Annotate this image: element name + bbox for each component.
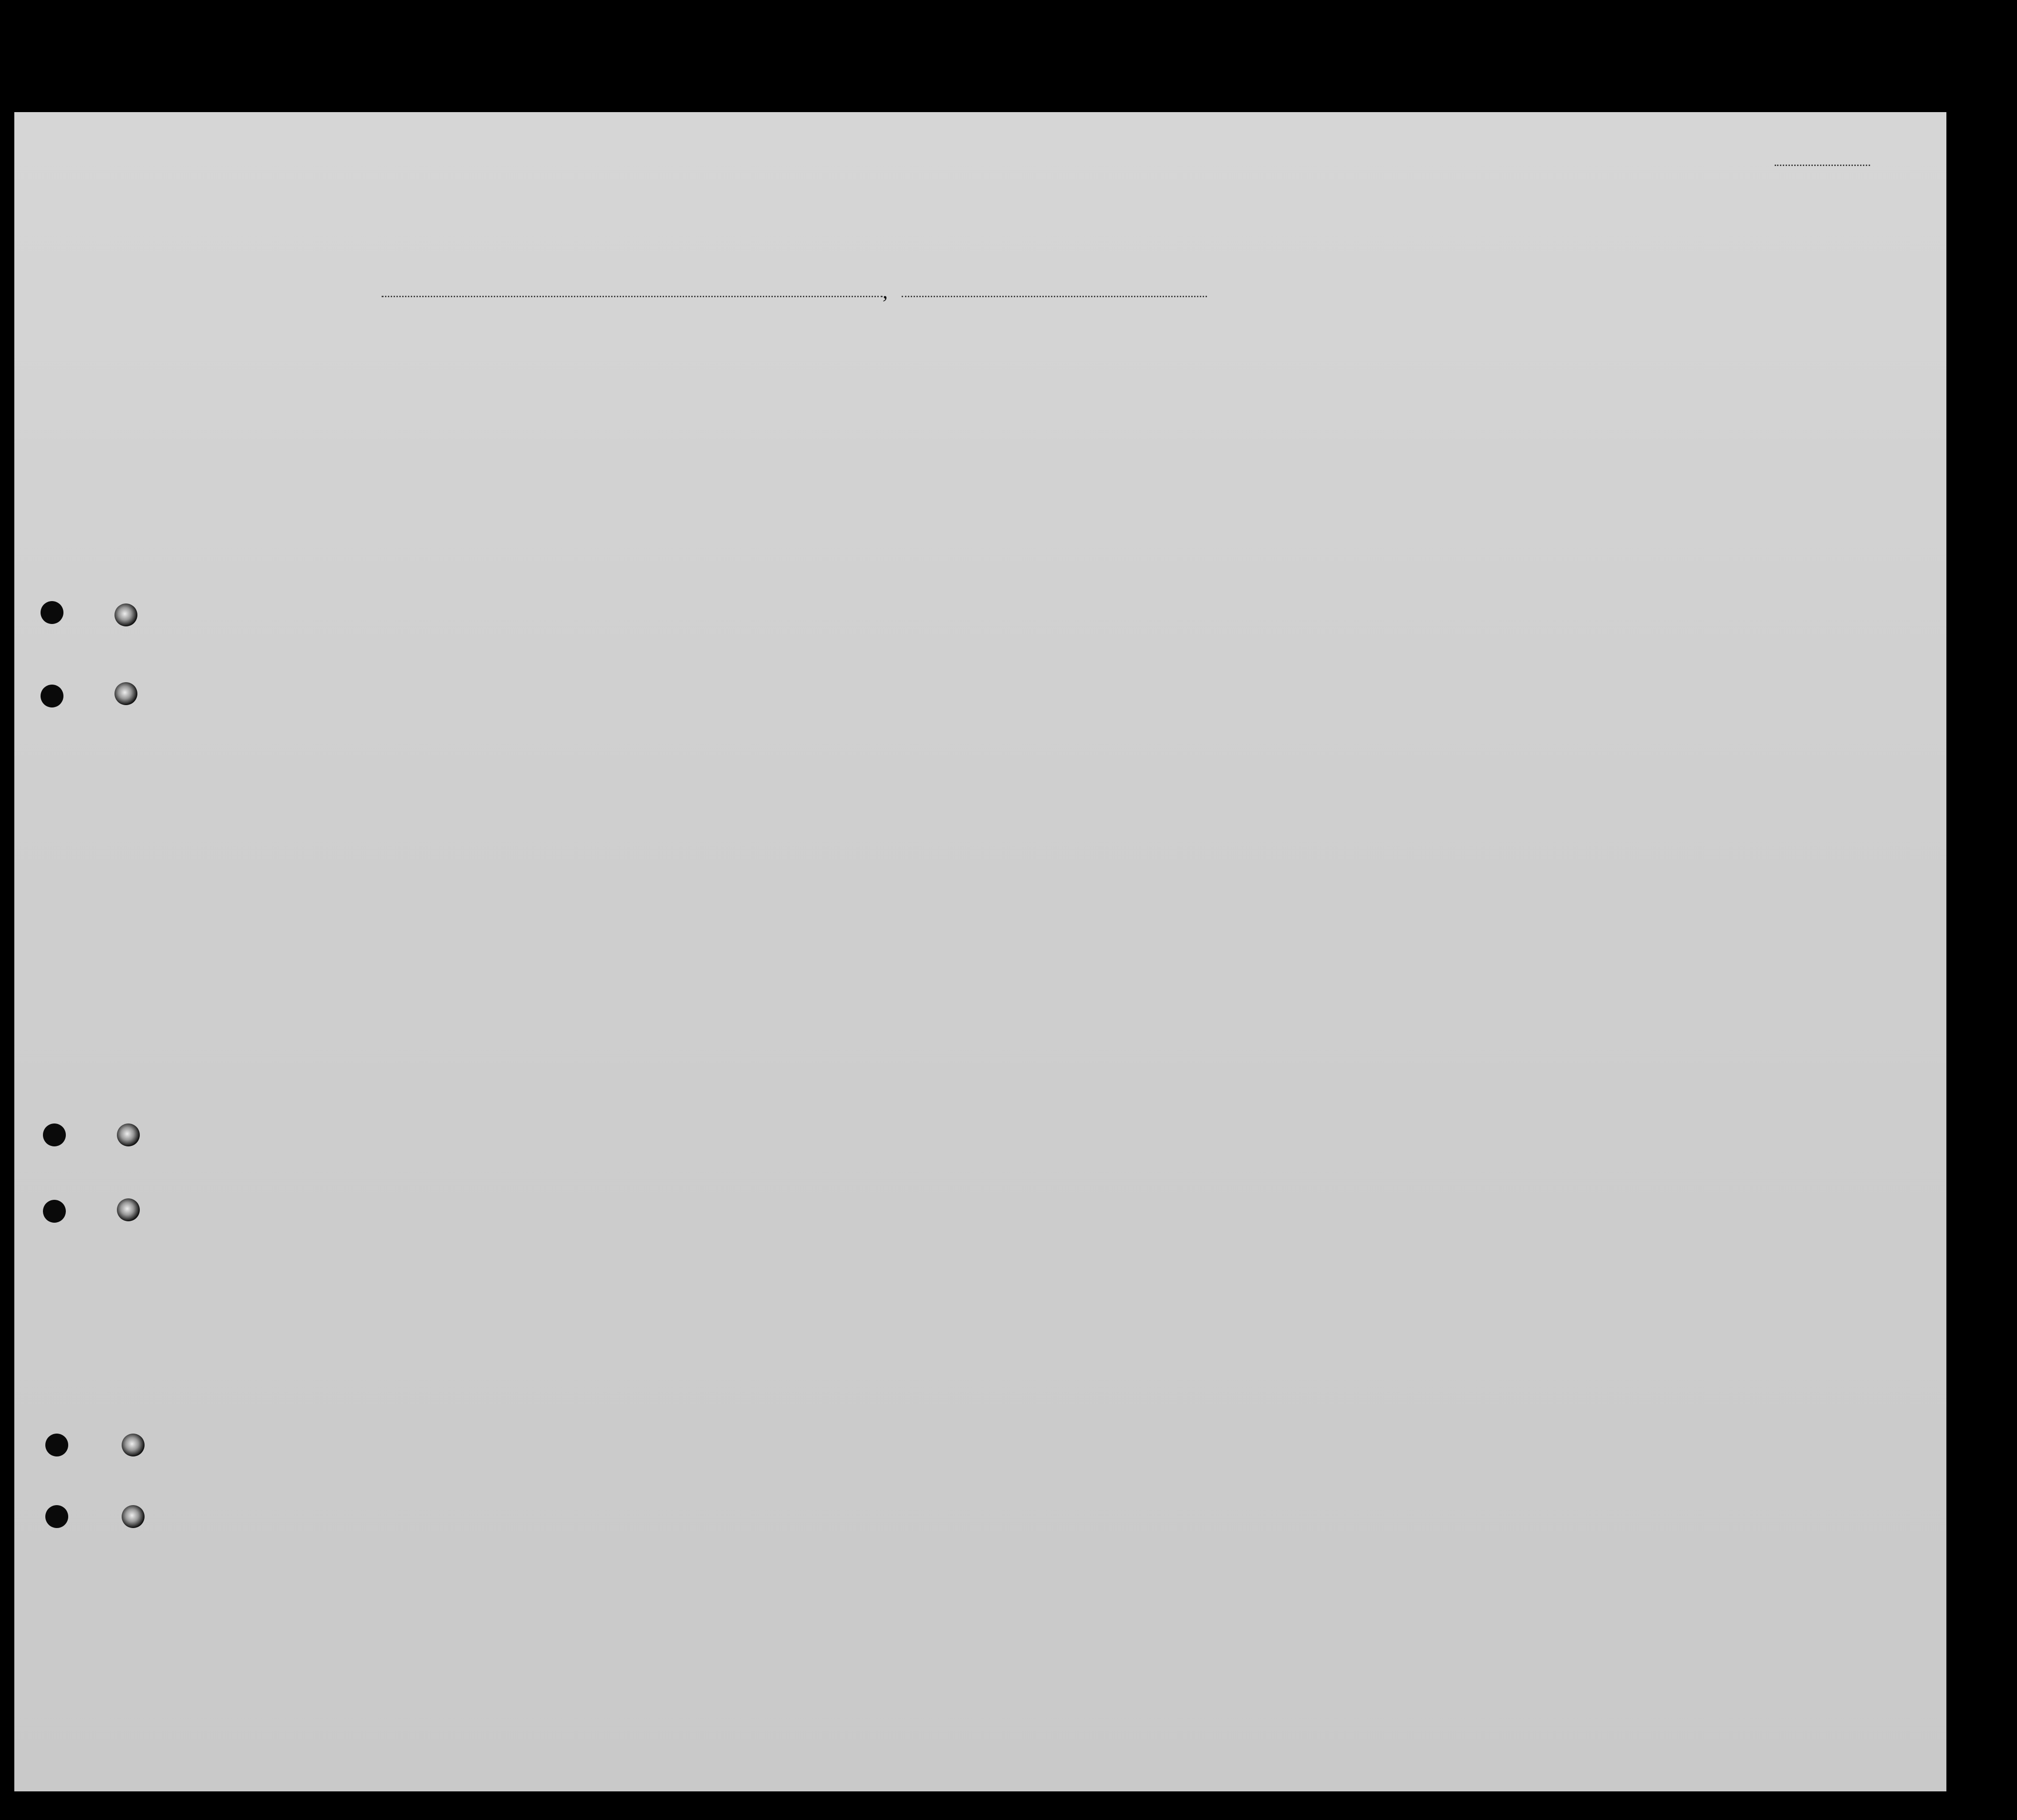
- binder-hole: [43, 1123, 66, 1146]
- comma-1: ,: [883, 280, 888, 303]
- binder-hole: [122, 1505, 145, 1528]
- binder-hole: [117, 1123, 140, 1146]
- binder-hole: [41, 685, 63, 707]
- binder-hole: [117, 1198, 140, 1221]
- binder-hole: [41, 601, 63, 624]
- binder-hole: [122, 1434, 145, 1456]
- binder-hole: [114, 603, 137, 626]
- binder-hole: [45, 1434, 68, 1456]
- binder-hole: [43, 1200, 66, 1223]
- manifest-sheet: [14, 112, 1946, 1791]
- binder-hole: [114, 682, 137, 705]
- binder-hole: [45, 1505, 68, 1528]
- manifest-grid: [14, 112, 1946, 1791]
